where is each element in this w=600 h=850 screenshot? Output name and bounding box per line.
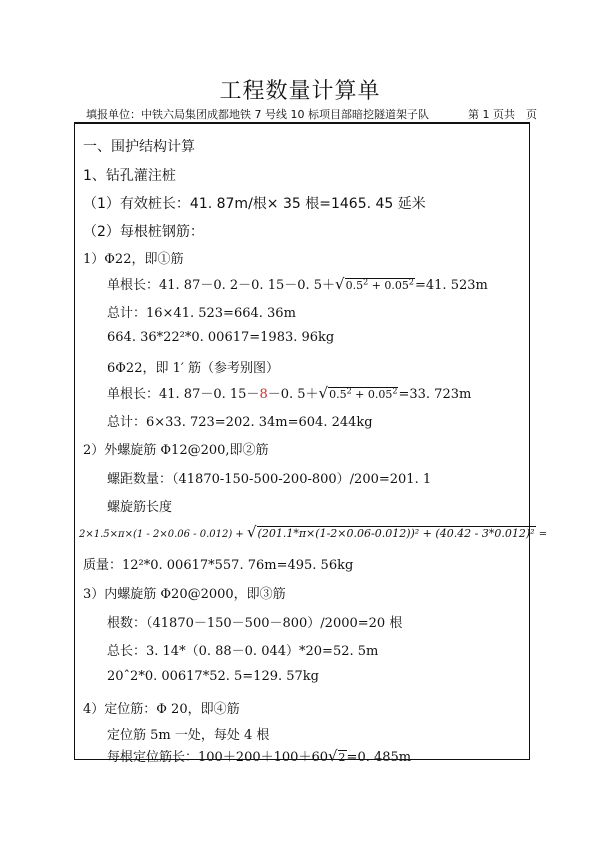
positioning-length-result: =0. 485m — [346, 750, 412, 765]
rebar-2-heading: 2）外螺旋筋 Φ12@200,即②筋 — [83, 443, 269, 458]
total-length-line-3: 总长：3. 14*（0. 88－0. 044）*20=52. 5m — [107, 644, 379, 659]
highlighted-value: 8 — [259, 387, 268, 402]
page-title: 工程数量计算单 — [219, 79, 381, 104]
calculation-frame — [74, 122, 548, 765]
subsection-heading: 1、钻孔灌注桩 — [83, 168, 176, 184]
total-length-line-1: 总计：16×41. 523=664. 36m — [107, 306, 296, 321]
section-heading: 一、围护结构计算 — [83, 139, 195, 155]
spiral-formula-text: 2×1.5×π×(1 - 2×0.06 - 0.012) + — [79, 529, 247, 540]
single-length-result-1: =41. 523m — [415, 278, 488, 293]
sqrt-term-1: 0.5 — [345, 279, 364, 292]
rebar-heading: （2）每根桩钢筋： — [83, 224, 204, 240]
page-number-label: 第 1 页共 页 — [468, 108, 537, 121]
positioning-length-line — [107, 746, 411, 765]
rebar-1-heading: 1）Φ22，即①筋 — [83, 252, 184, 267]
mass-line: 质量：12²*0. 00617*557. 76m=495. 56kg — [83, 558, 354, 573]
single-length-text-1: 单根长：41. 87－0. 2－0. 15－0. 5＋ — [107, 278, 336, 293]
single-length-result-2: =33. 723m — [398, 387, 472, 402]
single-length-text-2: 单根长：41. 87－0. 15－ — [107, 387, 260, 402]
filing-unit-label: 填报单位：中铁六局集团成都地铁 7 号线 10 标项目部暗挖隧道架子队 — [86, 108, 429, 121]
pitch-count-line: 螺距数量：（41870-150-500-200-800）/200=201. 1 — [107, 472, 432, 487]
rebar-3-heading: 3）内螺旋筋 Φ20@2000，即③筋 — [83, 587, 286, 602]
sqrt-expression-4: √2 — [327, 747, 346, 765]
weight-line-1: 664. 36*22²*0. 00617=1983. 96kg — [107, 330, 335, 345]
single-length-text-2b: －0. 5＋ — [267, 387, 319, 402]
sqrt-expression-1: $√0.5^2 + 0.05^2$ — [335, 275, 414, 293]
effective-length-line: （1）有效桩长：41. 87m/根× 35 根=1465. 45 延米 — [83, 196, 426, 212]
single-length-line-2 — [107, 383, 471, 402]
weight-line-3: 20ˆ2*0. 00617*52. 5=129. 57kg — [107, 669, 319, 684]
positioning-length-text: 每根定位筋长：100＋200＋100＋60 — [107, 750, 328, 765]
spiral-formula-radicand: (201.1*π×(1-2×0.06-0.012))² + (40.42 - 3*0.012)² — [257, 527, 535, 540]
sqrt-term-2: + 0.05 — [368, 279, 409, 292]
sqrt-term-4: + 0.05 — [351, 388, 393, 401]
rebar-4-heading: 4）定位筋：Φ 20，即④筋 — [83, 702, 240, 717]
sqrt-term-3: 0.5 — [329, 388, 347, 401]
sqrt-expression-3: √(201.1*π×(1-2×0.06-0.012))² + (40.42 - 3*0.012)² — [246, 523, 535, 541]
sqrt-term-5: 2 — [338, 751, 346, 764]
spiral-formula-end: = — [535, 529, 548, 540]
sqrt-expression-2: $√0.5^2 + 0.05^2$ — [318, 384, 398, 402]
spiral-length-formula — [79, 523, 547, 541]
total-length-line-2: 总计：6×33. 723=202. 34m=604. 244kg — [107, 415, 373, 430]
count-line: 根数：（41870－150－500－800）/2000=20 根 — [107, 616, 403, 631]
single-length-line-1 — [107, 274, 488, 293]
positioning-note: 定位筋 5m 一处，每处 4 根 — [107, 728, 270, 743]
rebar-1prime-heading: 6Φ22，即 1′ 筋（参考别图） — [107, 361, 279, 376]
spiral-length-label: 螺旋筋长度 — [107, 500, 173, 515]
